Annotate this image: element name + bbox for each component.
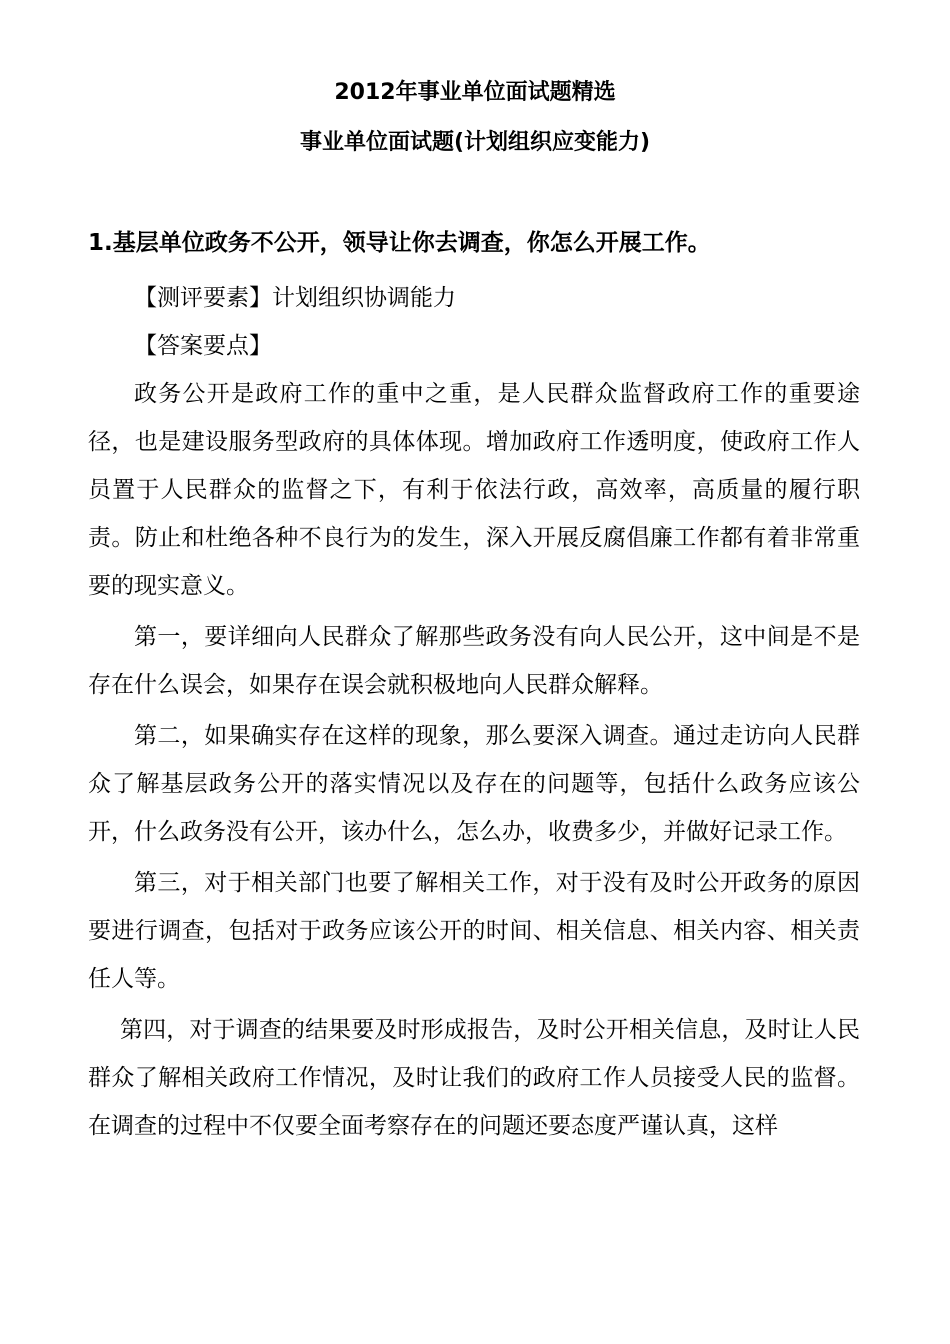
question-heading: 1.基层单位政务不公开，领导让你去调查，你怎么开展工作。 (88, 230, 711, 256)
paragraph-intro: 政务公开是政府工作的重中之重，是人民群众监督政府工作的重要途径，也是建设服务型政府的具体体现。增加政府工作透明度，使政府工作人员置于人民群众的监督之下，有利于依法行政，高效率，高质量的履行职责。防止和杜绝各种不良行为的发生，深入开展反腐倡廉工作都有着非常重要的现实意义。 (88, 381, 860, 599)
document-title: 2012年事业单位面试题精选 (334, 80, 616, 105)
paragraph-second: 第二，如果确实存在这样的现象，那么要深入调查。通过走访向人民群众了解基层政务公开的落实情况以及存在的问题等，包括什么政务应该公开，什么政务没有公开，该办什么，怎么办，收费多少，并做好记录工作。 (88, 723, 860, 845)
paragraph-third: 第三，对于相关部门也要了解相关工作，对于没有及时公开政务的原因要进行调查，包括对于政务应该公开的时间、相关信息、相关内容、相关责任人等。 (88, 870, 860, 992)
paragraph-first: 第一，要详细向人民群众了解那些政务没有向人民公开，这中间是不是存在什么误会，如果存在误会就积极地向人民群众解释。 (88, 624, 860, 698)
paragraph-fourth: 第四，对于调查的结果要及时形成报告，及时公开相关信息，及时让人民群众了解相关政府工作情况，及时让我们的政府工作人员接受人民的监督。在调查的过程中不仅要全面考察存在的问题还要态度严谨认真，这样 (88, 1017, 860, 1139)
answer-label: 【答案要点】 (134, 333, 272, 359)
answer-body (88, 274, 860, 1150)
eval-label: 【测评要素】计划组织协调能力 (134, 285, 456, 311)
document-subtitle: 事业单位面试题(计划组织应变能力) (299, 130, 651, 155)
